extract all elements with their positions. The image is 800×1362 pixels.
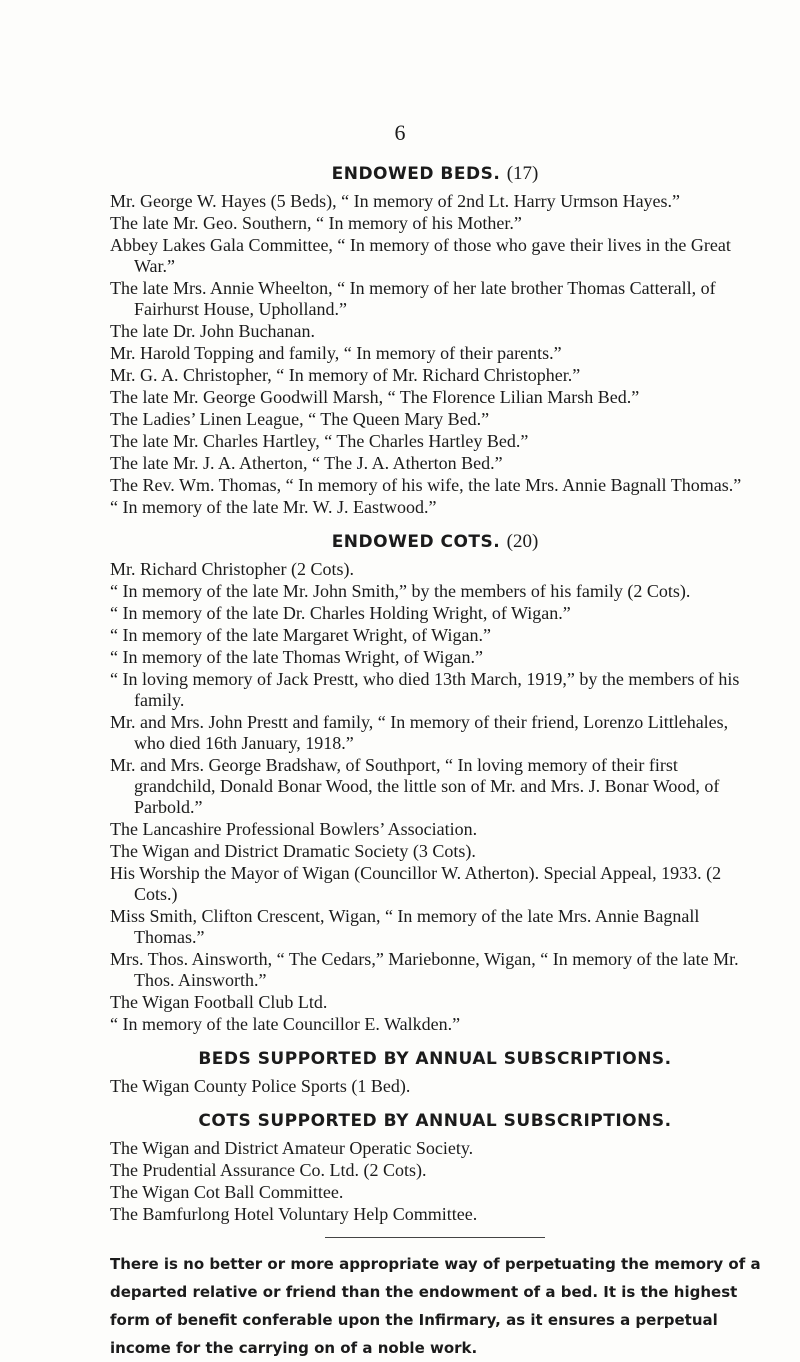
divider-rule: [325, 1237, 545, 1238]
list-item: The late Mr. Charles Hartley, “ The Charles Hartley Bed.”: [110, 431, 529, 451]
list-item: The Wigan and District Amateur Operatic Society.: [110, 1138, 474, 1158]
list-item: Mr. and Mrs. George Bradshaw, of Southport, “ In loving memory of their first grandchild, Donald Bonar Wood, the little son of Mr. and Mrs. J. Bonar Wood, of Parbold.”: [110, 755, 720, 817]
list-item: The Rev. Wm. Thomas, “ In memory of his wife, the late Mrs. Annie Bagnall Thomas.”: [110, 475, 742, 495]
list-item: His Worship the Mayor of Wigan (Councillor W. Atherton). Special Appeal, 1933. (2 Cots.): [110, 863, 722, 904]
section-title: COTS SUPPORTED BY ANNUAL SUBSCRIPTIONS.: [198, 1111, 672, 1131]
section-count: (20): [506, 531, 539, 552]
list-item: The Wigan and District Dramatic Society (3 Cots).: [110, 841, 476, 861]
list-item: “ In memory of the late Mr. W. J. Eastwood.”: [110, 497, 437, 517]
list-item: The late Mr. Geo. Southern, “ In memory of his Mother.”: [110, 213, 522, 233]
section-heading: [110, 1109, 760, 1133]
list-item: Mrs. Thos. Ainsworth, “ The Cedars,” Mariebonne, Wigan, “ In memory of the late Mr. Thos. Ainsworth.”: [110, 949, 739, 990]
list-item: The late Mrs. Annie Wheelton, “ In memory of her late brother Thomas Catterall, of Fairhurst House, Upholland.”: [110, 278, 716, 319]
list-item: The Wigan Football Club Ltd.: [110, 992, 328, 1012]
list-item: Mr. Harold Topping and family, “ In memory of their parents.”: [110, 343, 562, 363]
list-item: The Lancashire Professional Bowlers’ Association.: [110, 819, 478, 839]
list-item: The late Mr. J. A. Atherton, “ The J. A. Atherton Bed.”: [110, 453, 503, 473]
list-item: Mr. G. A. Christopher, “ In memory of Mr. Richard Christopher.”: [110, 365, 581, 385]
section-heading: [110, 530, 760, 554]
list-item: The late Mr. George Goodwill Marsh, “ The Florence Lilian Marsh Bed.”: [110, 387, 640, 407]
sections-container: [110, 162, 760, 1225]
section-title: ENDOWED BEDS.: [331, 164, 501, 184]
list-item: “ In memory of the late Dr. Charles Holding Wright, of Wigan.”: [110, 603, 571, 623]
list-item: “ In memory of the late Thomas Wright, of Wigan.”: [110, 647, 483, 667]
list-item: The Wigan Cot Ball Committee.: [110, 1182, 344, 1202]
list-item: “ In memory of the late Margaret Wright, of Wigan.”: [110, 625, 491, 645]
section-heading: [110, 162, 760, 186]
list-item: Mr. Richard Christopher (2 Cots).: [110, 559, 354, 579]
section-title: BEDS SUPPORTED BY ANNUAL SUBSCRIPTIONS.: [198, 1049, 672, 1069]
list-item: “ In memory of the late Mr. John Smith,” by the members of his family (2 Cots).: [110, 581, 691, 601]
list-item: The Prudential Assurance Co. Ltd. (2 Cots).: [110, 1160, 427, 1180]
section-count: (17): [506, 163, 539, 184]
list-item: Miss Smith, Clifton Crescent, Wigan, “ In memory of the late Mrs. Annie Bagnall Thomas.”: [110, 906, 700, 947]
list-item: “ In loving memory of Jack Prestt, who died 13th March, 1919,” by the members of his family.: [110, 669, 740, 710]
list-item: Abbey Lakes Gala Committee, “ In memory of those who gave their lives in the Great War.”: [110, 235, 731, 276]
list-item: The Wigan County Police Sports (1 Bed).: [110, 1076, 411, 1096]
list-item: Mr. George W. Hayes (5 Beds), “ In memory of 2nd Lt. Harry Urmson Hayes.”: [110, 191, 681, 211]
document-body: [110, 150, 760, 1362]
page-number: 6: [394, 120, 406, 145]
section-title: ENDOWED COTS.: [331, 532, 501, 552]
list-item: The late Dr. John Buchanan.: [110, 321, 315, 341]
list-item: Mr. and Mrs. John Prestt and family, “ In memory of their friend, Lorenzo Littlehales, who died 16th January, 1918.”: [110, 712, 729, 753]
list-item: The Bamfurlong Hotel Voluntary Help Committee.: [110, 1204, 478, 1224]
footer-note: There is no better or more appropriate way of perpetuating the memory of a departed relative or friend than the endowment of a bed. It is the highest form of benefit conferable upon the Infirmary, as it ensures a perpetual income for the carrying on of a noble work.: [110, 1255, 761, 1357]
list-item: The Ladies’ Linen League, “ The Queen Mary Bed.”: [110, 409, 490, 429]
list-item: “ In memory of the late Councillor E. Walkden.”: [110, 1014, 461, 1034]
section-heading: [110, 1047, 760, 1071]
